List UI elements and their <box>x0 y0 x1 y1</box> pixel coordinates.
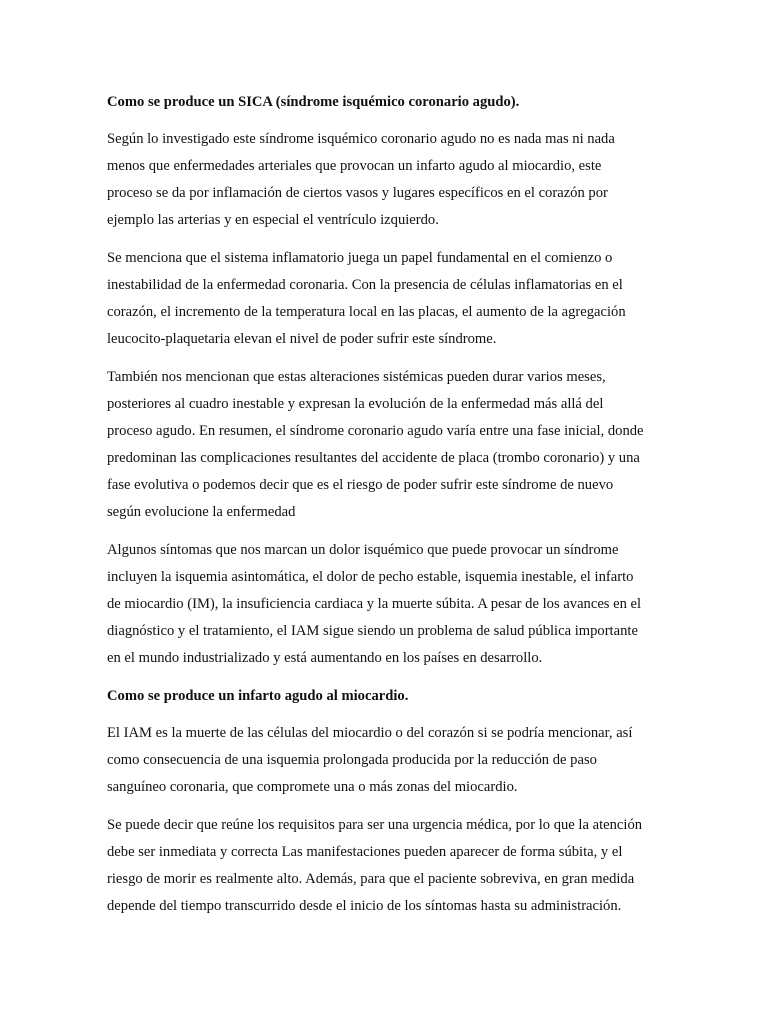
paragraph-symptoms <box>107 537 663 672</box>
paragraph-line: depende del tiempo transcurrido desde el inicio de los síntomas hasta su administración. <box>107 898 622 914</box>
paragraph-line: como consecuencia de una isquemia prolongada producida por la reducción de paso <box>107 752 597 768</box>
paragraph-line: incluyen la isquemia asintomática, el dolor de pecho estable, isquemia inestable, el infarto <box>107 569 634 585</box>
paragraph-line: riesgo de morir es realmente alto. Además, para que el paciente sobreviva, en gran medida <box>107 871 635 887</box>
paragraph-sica-definition <box>107 126 663 234</box>
paragraph-line: sanguíneo coronaria, que compromete una o más zonas del miocardio. <box>107 779 518 795</box>
paragraph-line: menos que enfermedades arteriales que provocan un infarto agudo al miocardio, este <box>107 158 602 174</box>
paragraph-line: El IAM es la muerte de las células del miocardio o del corazón si se podría mencionar, así <box>107 725 633 741</box>
paragraph-line: Se puede decir que reúne los requisitos para ser una urgencia médica, por lo que la atención <box>107 817 643 833</box>
paragraph-line: proceso se da por inflamación de ciertos vasos y lugares específicos en el corazón por <box>107 185 608 201</box>
section-heading-sica: Como se produce un SICA (síndrome isquémico coronario agudo). <box>107 94 520 110</box>
paragraph-line: posteriores al cuadro inestable y expresan la evolución de la enfermedad más allá del <box>107 396 604 412</box>
paragraph-line: diagnóstico y el tratamiento, el IAM sigue siendo un problema de salud pública importante <box>107 623 638 639</box>
section-heading-infarto: Como se produce un infarto agudo al miocardio. <box>107 688 409 704</box>
paragraph-line: corazón, el incremento de la temperatura local en las placas, el aumento de la agregación <box>107 304 626 320</box>
paragraph-line: fase evolutiva o podemos decir que es el riesgo de poder sufrir este síndrome de nuevo <box>107 477 614 493</box>
document-body <box>107 89 663 931</box>
paragraph-line: predominan las complicaciones resultantes del accidente de placa (trombo coronario) y una <box>107 450 640 466</box>
paragraph-line: leucocito-plaquetaria elevan el nivel de poder sufrir este síndrome. <box>107 331 497 347</box>
paragraph-systemic-alterations <box>107 364 663 526</box>
paragraph-inflammatory-system <box>107 245 663 353</box>
paragraph-line: de miocardio (IM), la insuficiencia cardiaca y la muerte súbita. A pesar de los avances en el <box>107 596 642 612</box>
paragraph-line: Algunos síntomas que nos marcan un dolor isquémico que puede provocar un síndrome <box>107 542 619 558</box>
paragraph-line: inestabilidad de la enfermedad coronaria. Con la presencia de células inflamatorias en el <box>107 277 623 293</box>
paragraph-line: proceso agudo. En resumen, el síndrome coronario agudo varía entre una fase inicial, donde <box>107 423 644 439</box>
paragraph-medical-urgency <box>107 812 663 920</box>
paragraph-line: según evolucione la enfermedad <box>107 504 296 520</box>
paragraph-iam-definition <box>107 720 663 801</box>
paragraph-line: Se menciona que el sistema inflamatorio juega un papel fundamental en el comienzo o <box>107 250 613 266</box>
paragraph-line: También nos mencionan que estas alteraciones sistémicas pueden durar varios meses, <box>107 369 606 385</box>
paragraph-line: Según lo investigado este síndrome isquémico coronario agudo no es nada mas ni nada <box>107 131 615 147</box>
paragraph-line: debe ser inmediata y correcta Las manifestaciones pueden aparecer de forma súbita, y el <box>107 844 623 860</box>
paragraph-line: ejemplo las arterias y en especial el ventrículo izquierdo. <box>107 212 439 228</box>
paragraph-line: en el mundo industrializado y está aumentando en los países en desarrollo. <box>107 650 543 666</box>
